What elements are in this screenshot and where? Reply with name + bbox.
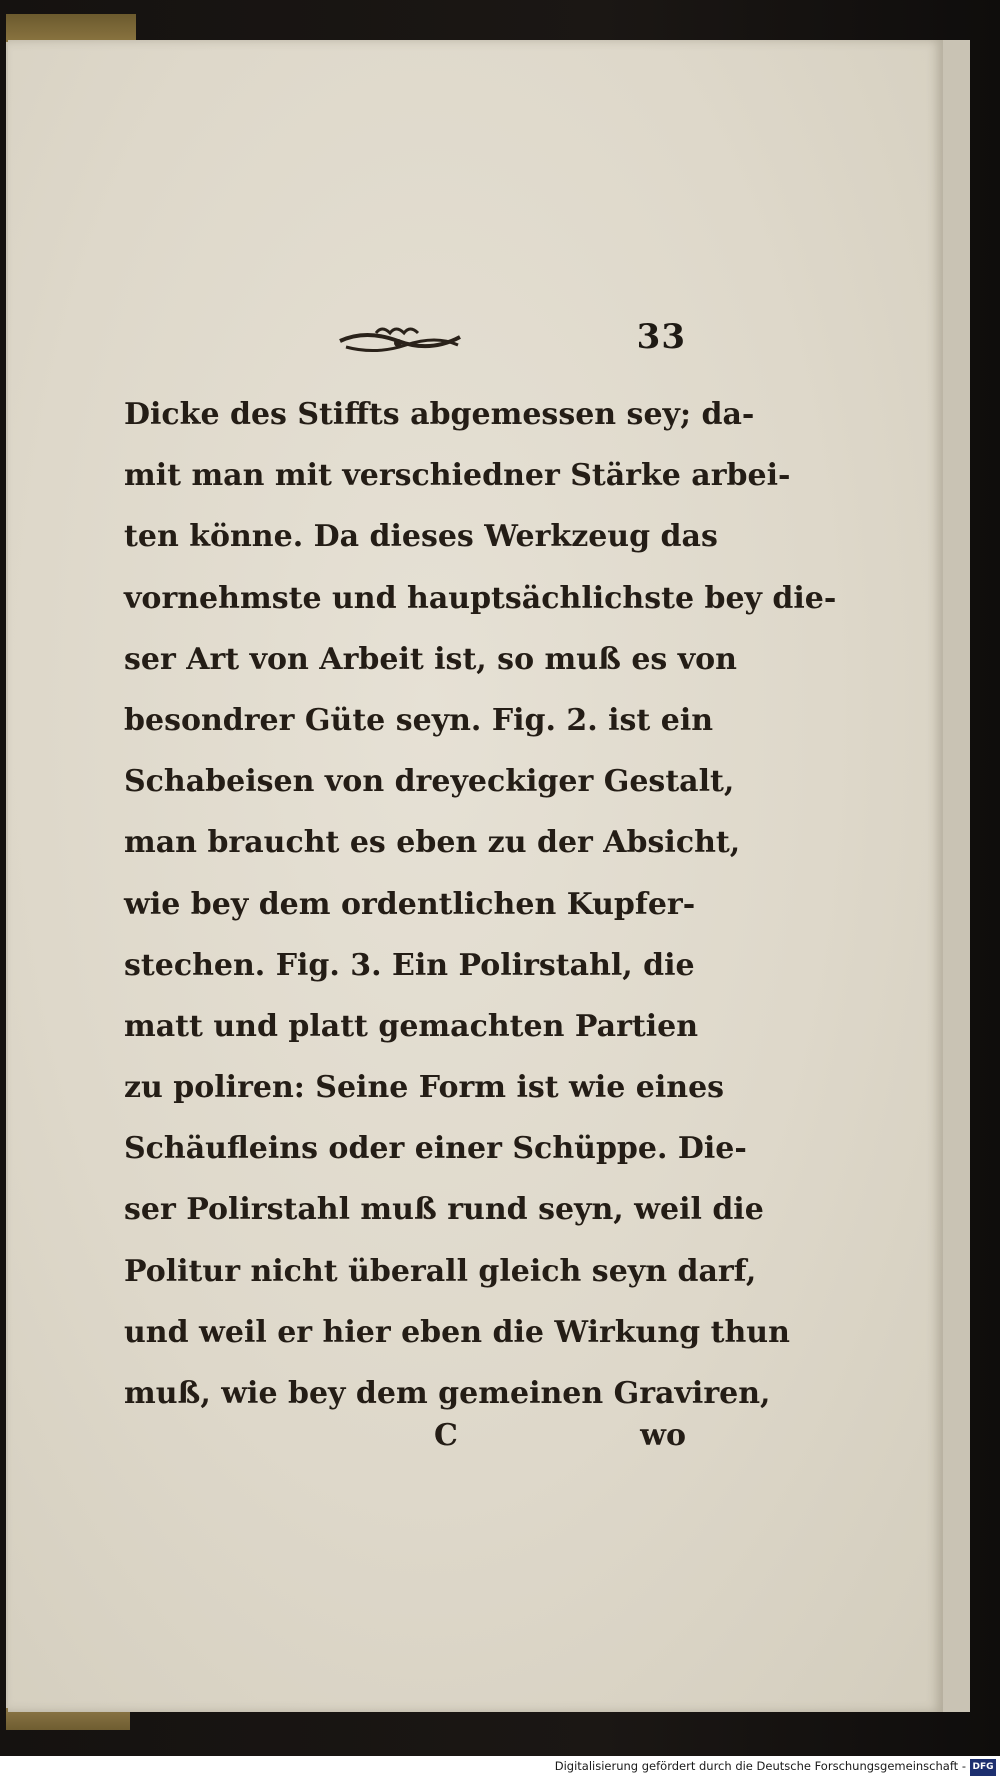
text-line: wie bey dem ordentlichen Kupfer- <box>124 886 696 922</box>
funding-credit: Digitalisierung gefördert durch die Deutsche Forschungsgemeinschaft - <box>554 1759 966 1773</box>
book-page <box>8 40 943 1712</box>
dfg-logo-icon: DFG <box>970 1759 996 1776</box>
text-line: mit man mit verschiedner Stärke arbei- <box>124 458 791 494</box>
body-text <box>124 384 837 1424</box>
text-line: ser Art von Arbeit ist, so muß es von <box>124 641 737 677</box>
text-line: Dicke des Stiffts abgemessen sey; da- <box>124 397 755 432</box>
text-line: und weil er hier eben die Wirkung thun <box>124 1314 790 1350</box>
text-line: zu poliren: Seine Form ist wie eines <box>124 1070 725 1106</box>
digitization-footer <box>0 1756 1000 1780</box>
text-line: matt und platt gemachten Partien <box>124 1008 699 1044</box>
text-line: vornehmste und hauptsächlichste bey die- <box>124 580 837 616</box>
text-line: ser Polirstahl muß rund seyn, weil die <box>124 1192 764 1228</box>
headpiece-ornament-icon <box>336 319 466 359</box>
catchword: wo <box>640 1418 686 1453</box>
text-line: besondrer Güte seyn. Fig. 2. ist ein <box>124 702 714 738</box>
text-line: man braucht es eben zu der Absicht, <box>124 825 741 861</box>
signature-mark: C <box>434 1418 458 1453</box>
page-number: 33 <box>636 317 686 357</box>
text-line: Schäufleins oder einer Schüppe. Die- <box>124 1131 747 1167</box>
text-line: Schabeisen von dreyeckiger Gestalt, <box>124 764 735 800</box>
gilt-edge-top <box>6 14 136 42</box>
text-line: muß, wie bey dem gemeinen Graviren, <box>124 1376 771 1411</box>
page-foot <box>124 1418 686 1468</box>
text-line: Politur nicht überall gleich seyn darf, <box>124 1253 757 1289</box>
page-header <box>328 315 688 363</box>
text-line: ten könne. Da dieses Werkzeug das <box>124 519 718 555</box>
text-line: stechen. Fig. 3. Ein Polirstahl, die <box>124 947 695 983</box>
